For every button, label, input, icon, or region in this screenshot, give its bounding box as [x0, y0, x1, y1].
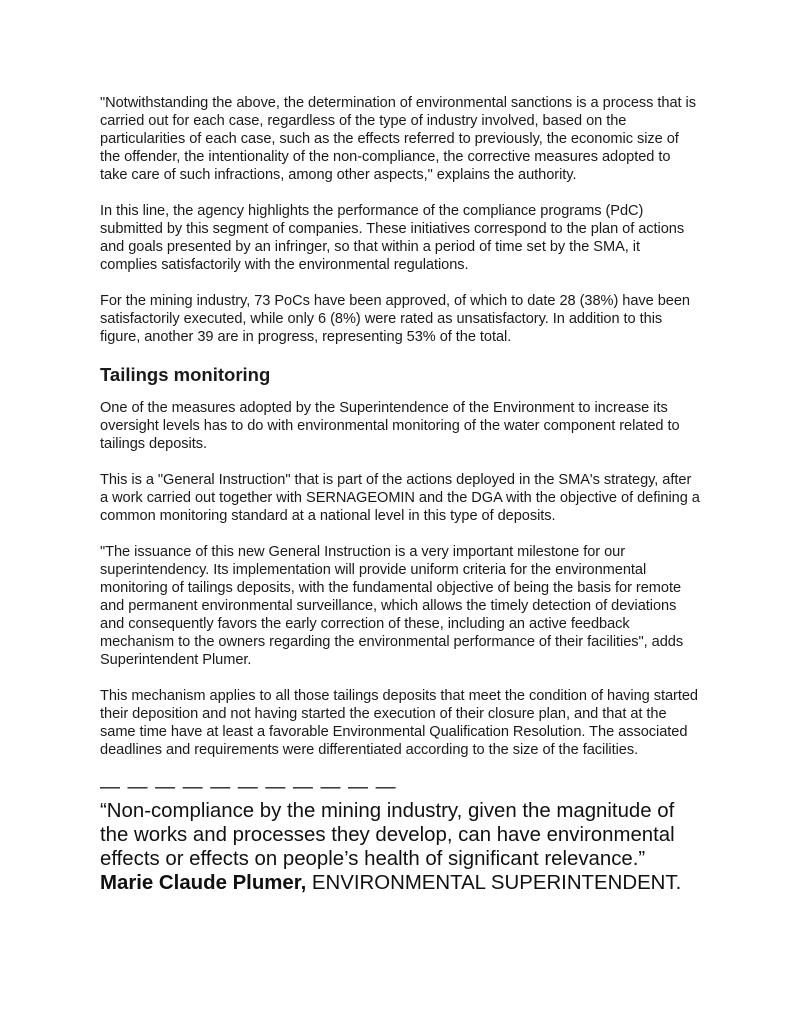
- pull-quote-author-title: ENVIRONMENTAL SUPERINTENDENT.: [306, 872, 682, 894]
- section-heading-tailings-monitoring: Tailings monitoring: [100, 364, 271, 385]
- pull-quote-separator: — — — — — — — — — — —: [100, 776, 397, 798]
- paragraph-mining-pocs: For the mining industry, 73 PoCs have been approved, of which to date 28 (38%) have been satisfactorily executed, while only 6 (8%) were rated as unsatisfactory. In addition to this figure, another 39 are in progress, representing 53% of the total.: [100, 293, 690, 345]
- paragraph-sanctions-quote: "Notwithstanding the above, the determination of environmental sanctions is a process that is carried out for each case, regardless of the type of industry involved, based on the particularities of each case, such as the effects referred to previously, the economic size of the offender, the intentionality of the non-compliance, the corrective measures adopted to take care of such infractions, among other aspects," explains the authority.: [100, 95, 696, 183]
- pull-quote: [100, 799, 700, 895]
- paragraph-general-instruction: This is a "General Instruction" that is part of the actions deployed in the SMA's strategy, after a work carried out together with SERNAGEOMIN and the DGA with the objective of defining a common monitoring standard at a national level in this type of deposits.: [100, 472, 700, 524]
- paragraph-mechanism-scope: This mechanism applies to all those tailings deposits that meet the condition of having started their deposition and not having started the execution of their closure plan, and that at the same time have at least a favorable Environmental Qualification Resolution. The associated deadlines and requirements were differentiated according to the size of the facilities.: [100, 688, 698, 758]
- article-page: [100, 94, 700, 895]
- paragraph-plumer-quote: "The issuance of this new General Instruction is a very important milestone for our superintendency. Its implementation will provide uniform criteria for the environmental monitoring of tailings deposits, with the fundamental objective of being the basis for remote and permanent environmental surveillance, which allows the timely detection of deviations and consequently favors the early correction of these, including an active feedback mechanism to the owners regarding the environmental performance of their facilities", adds Superintendent Plumer.: [100, 544, 684, 668]
- pull-quote-author: Marie Claude Plumer,: [100, 872, 307, 894]
- paragraph-compliance-programs: In this line, the agency highlights the performance of the compliance programs (PdC) submitted by this segment of companies. These initiatives correspond to the plan of actions and goals presented by an infringer, so that within a period of time set by the SMA, it complies satisfactorily with the environmental regulations.: [100, 203, 685, 273]
- pull-quote-text: “Non-compliance by the mining industry, given the magnitude of the works and processes they develop, can have environmental effects or effects on people’s health of significant relevance.”: [100, 800, 675, 870]
- paragraph-oversight-measures: One of the measures adopted by the Superintendence of the Environment to increase its oversight levels has to do with environmental monitoring of the water component related to tailings deposits.: [100, 400, 680, 452]
